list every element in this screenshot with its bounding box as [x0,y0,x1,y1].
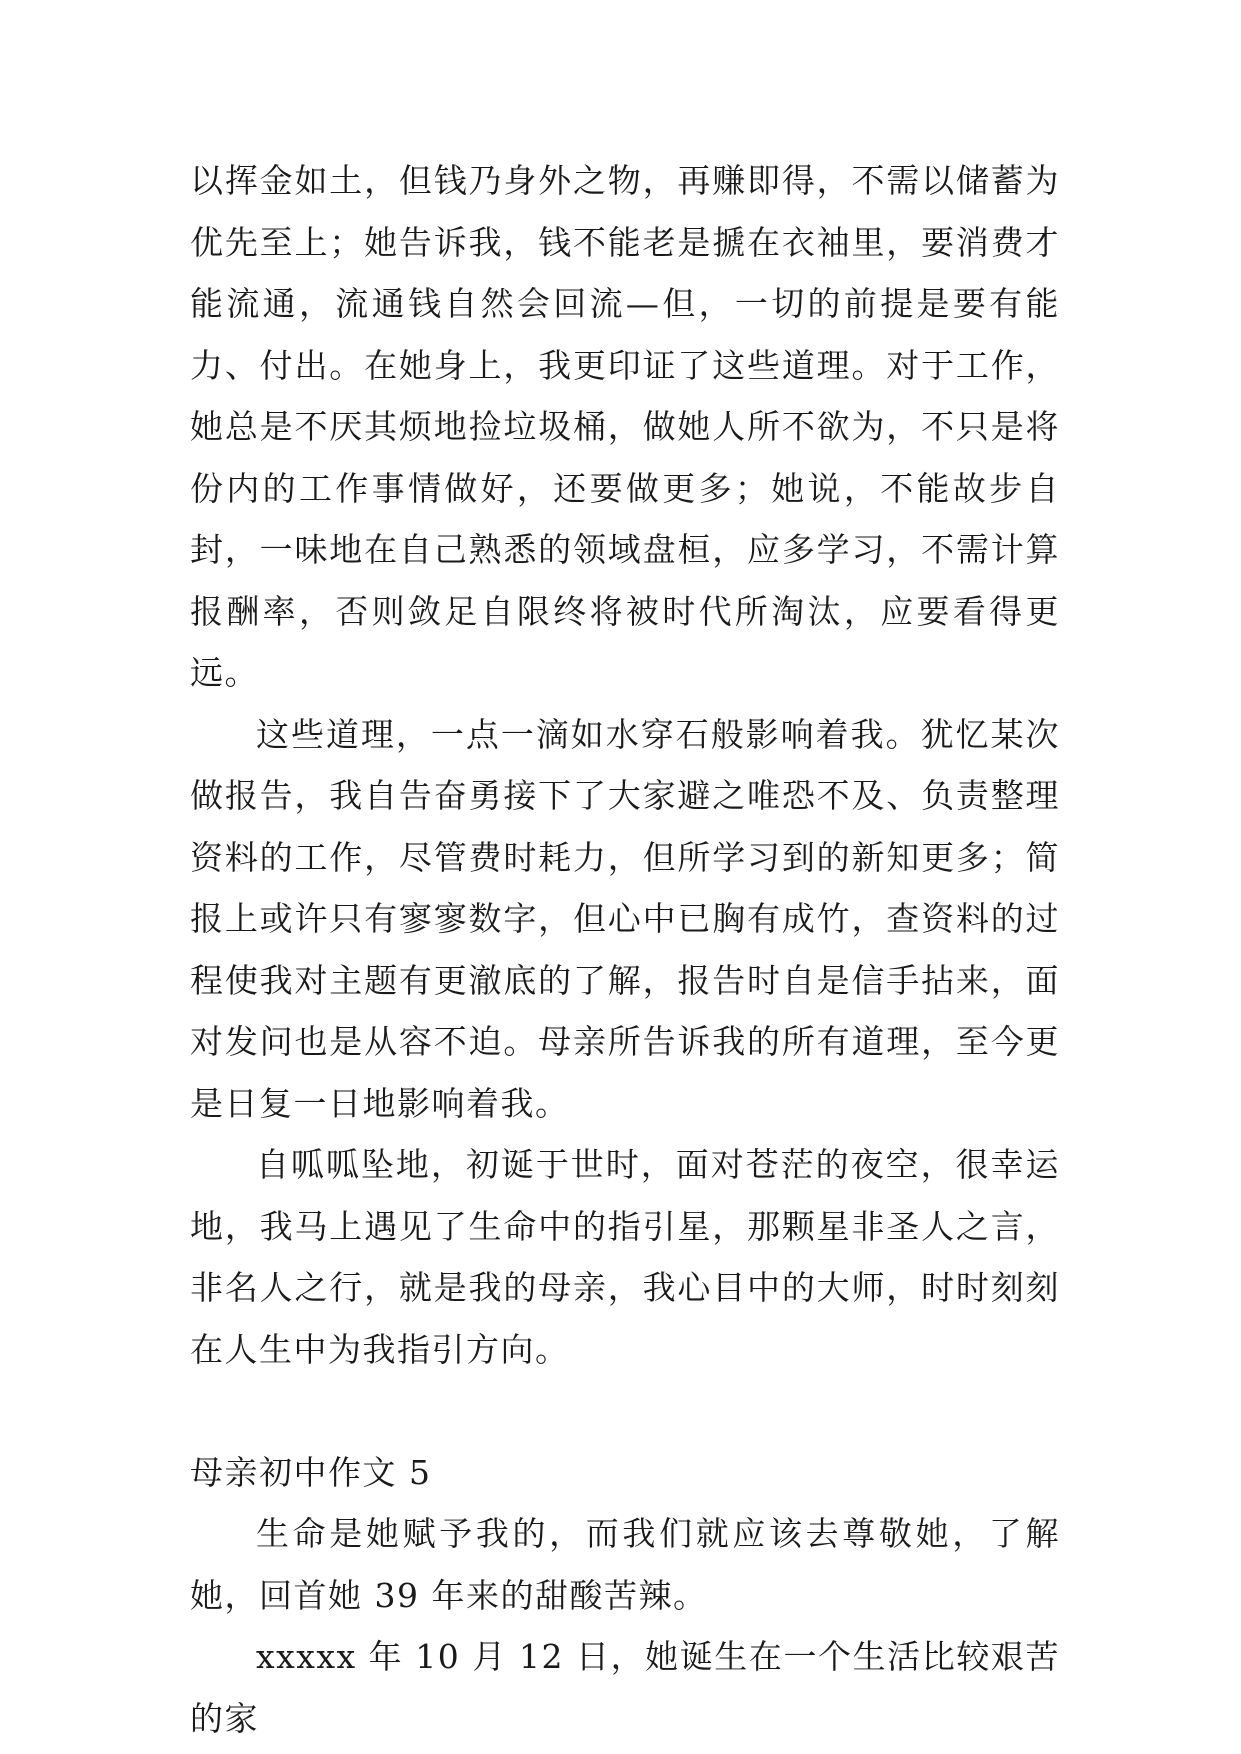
paragraph: 自呱呱坠地，初诞于世时，面对苍茫的夜空，很幸运地，我马上遇见了生命中的指引星，那颗星非圣人之言，非名人之行，就是我的母亲，我心目中的大师，时时刻刻在人生中为我指引方向。 [190,1145,1060,1369]
paragraph: 生命是她赋予我的，而我们就应该去尊敬她，了解她，回首她 39 年来的甜酸苦辣。 [190,1514,1060,1615]
paragraph: xxxxx 年 10 月 12 日，她诞生在一个生活比较艰苦的家 [190,1637,1060,1738]
paragraph: 以挥金如土，但钱乃身外之物，再赚即得，不需以储蓄为优先至上；她告诉我，钱不能老是搋在衣袖里，要消费才能流通，流通钱自然会回流—但，一切的前提是要有能力、付出。在她身上，我更印证了这些道理。对于工作，她总是不厌其烦地捡垃圾桶，做她人所不欲为，不只是将份内的工作事情做好，还要做更多；她说，不能故步自封，一味地在自己熟悉的领域盘桓，应多学习，不需计算报酬率，否则敛足自限终将被时代所淘汰，应要看得更远。 [190,161,1060,692]
section-title: 母亲初中作文 5 [190,1452,432,1492]
document-body [190,150,1060,1749]
paragraph: 这些道理，一点一滴如水穿石般影响着我。犹忆某次做报告，我自告奋勇接下了大家避之唯恐不及、负责整理资料的工作，尽管费时耗力，但所学习到的新知更多；简报上或许只有寥寥数字，但心中已胸有成竹，查资料的过程使我对主题有更澈底的了解，报告时自是信手拈来，面对发问也是从容不迫。母亲所告诉我的所有道理，至今更是日复一日地影响着我。 [190,714,1060,1123]
